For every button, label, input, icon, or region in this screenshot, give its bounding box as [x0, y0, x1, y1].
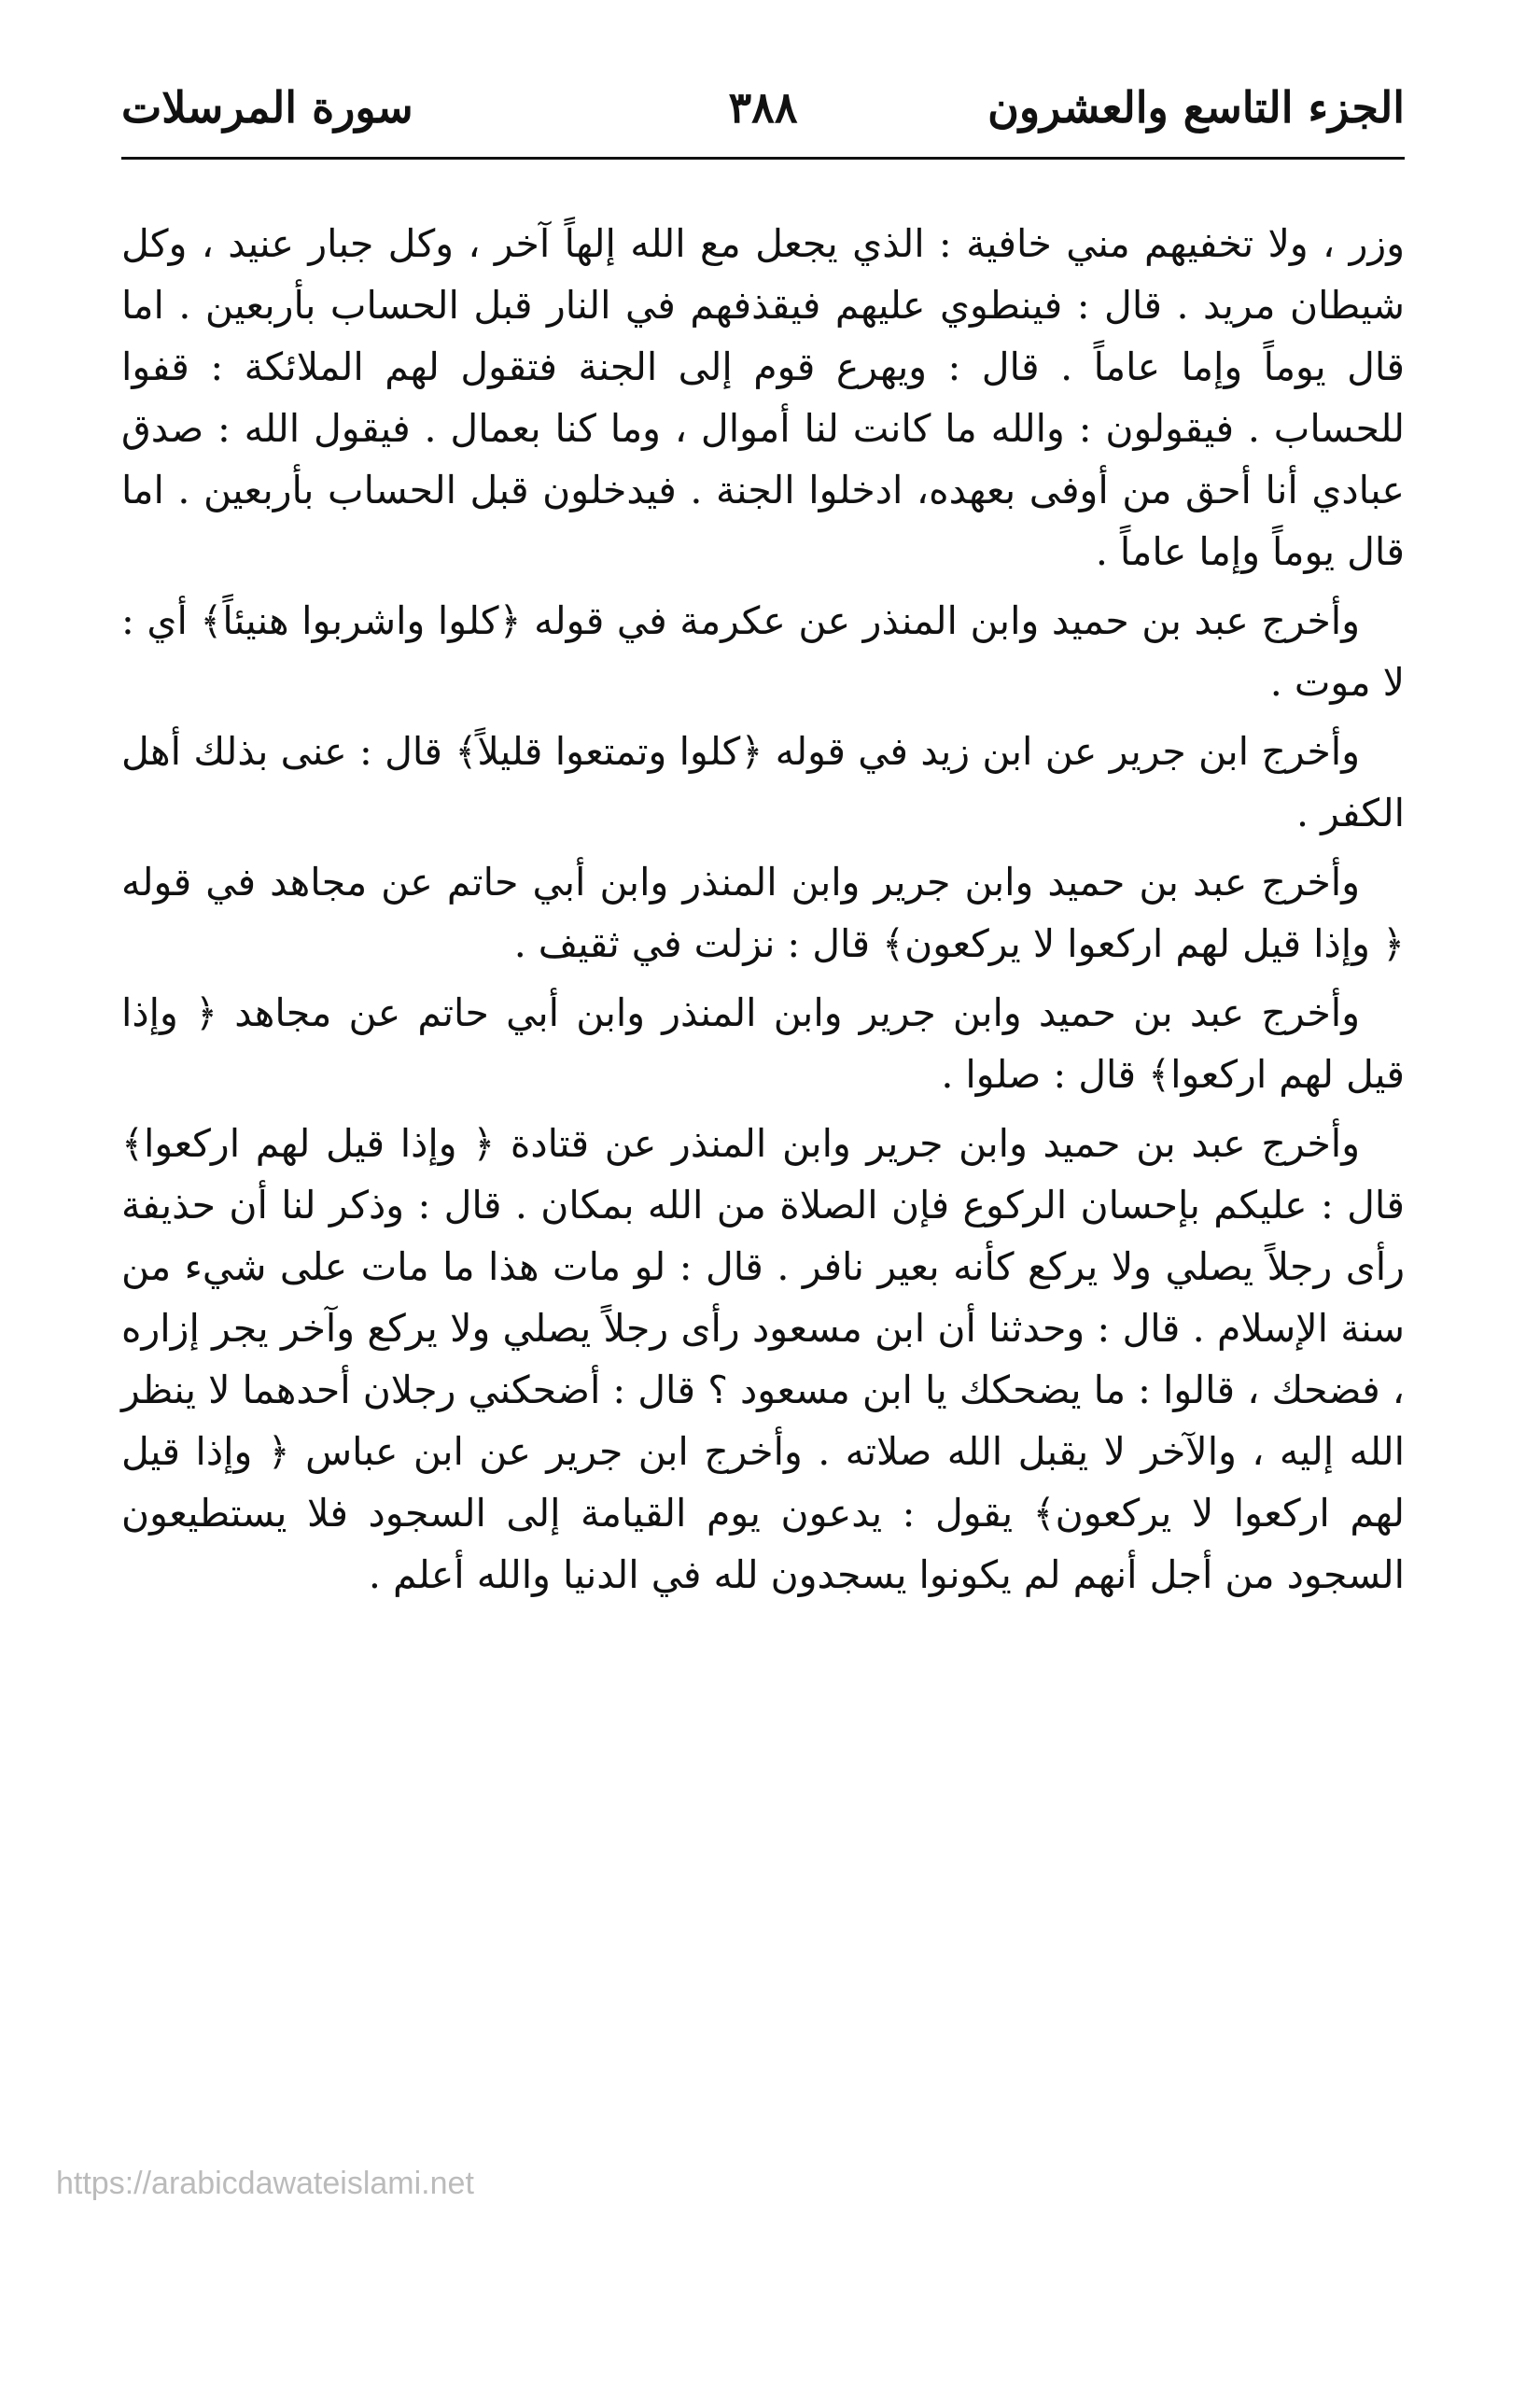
surah-title: سورة المرسلات [121, 82, 413, 133]
page-header [121, 65, 1405, 149]
paragraph: وأخرج ابن جرير عن ابن زيد في قوله ﴿كلوا وتمتعوا قليلاً﴾ قال : عنى بذلك أهل الكفر . [121, 729, 1405, 835]
page-body [121, 213, 1405, 1613]
paragraph: وأخرج عبد بن حميد وابن جرير وابن المنذر وابن أبي حاتم عن مجاهد في قوله ﴿ وإذا قيل لهم اركعوا لا يركعون﴾ قال : نزلت في ثقيف . [121, 860, 1405, 966]
watermark-url: https://arabicdawateislami.net [56, 2166, 474, 2201]
paragraph-continuation: وزر ، ولا تخفيهم مني خافية : الذي يجعل مع الله إلهاً آخر ، وكل جبار عنيد ، وكل شيطان مريد . قال : فينطوي عليهم فيقذفهم في النار قبل الحساب بأربعين . اما قال يوماً وإما عاماً . قال : ويهرع قوم إلى الجنة فتقول لهم الملائكة : قفوا للحساب . فيقولون : والله ما كانت لنا أموال ، وما كنا بعمال . فيقول الله : صدق عبادي أنا أحق من أوفى بعهده، ادخلوا الجنة . فيدخلون قبل الحساب بأربعين . اما قال يوماً وإما عاماً . [121, 221, 1405, 574]
paragraph: وأخرج عبد بن حميد وابن جرير وابن المنذر وابن أبي حاتم عن مجاهد ﴿ وإذا قيل لهم اركعوا﴾ قال : صلوا . [121, 990, 1405, 1097]
part-title: الجزء التاسع والعشرون [987, 82, 1405, 133]
header-divider [121, 157, 1405, 160]
paragraph: وأخرج عبد بن حميد وابن جرير وابن المنذر عن قتادة ﴿ وإذا قيل لهم اركعوا﴾ قال : عليكم بإحسان الركوع فإن الصلاة من الله بمكان . قال : وذكر لنا أن حذيفة رأى رجلاً يصلي ولا يركع كأنه بعير نافر . قال : لو مات هذا ما مات على شيء من سنة الإسلام . قال : وحدثنا أن ابن مسعود رأى رجلاً يصلي ولا يركع وآخر يجر إزاره ، فضحك ، قالوا : ما يضحكك يا ابن مسعود ؟ قال : أضحكني رجلان أحدهما لا ينظر الله إليه ، والآخر لا يقبل الله صلاته . وأخرج ابن جرير عن ابن عباس ﴿ وإذا قيل لهم اركعوا لا يركعون﴾ يقول : يدعون يوم القيامة إلى السجود فلا يستطيعون السجود من أجل أنهم لم يكونوا يسجدون لله في الدنيا والله أعلم . [121, 1121, 1405, 1597]
page-number: ٣٨٨ [728, 82, 798, 133]
paragraph: وأخرج عبد بن حميد وابن المنذر عن عكرمة في قوله ﴿كلوا واشربوا هنيئاً﴾ أي : لا موت . [121, 598, 1405, 705]
